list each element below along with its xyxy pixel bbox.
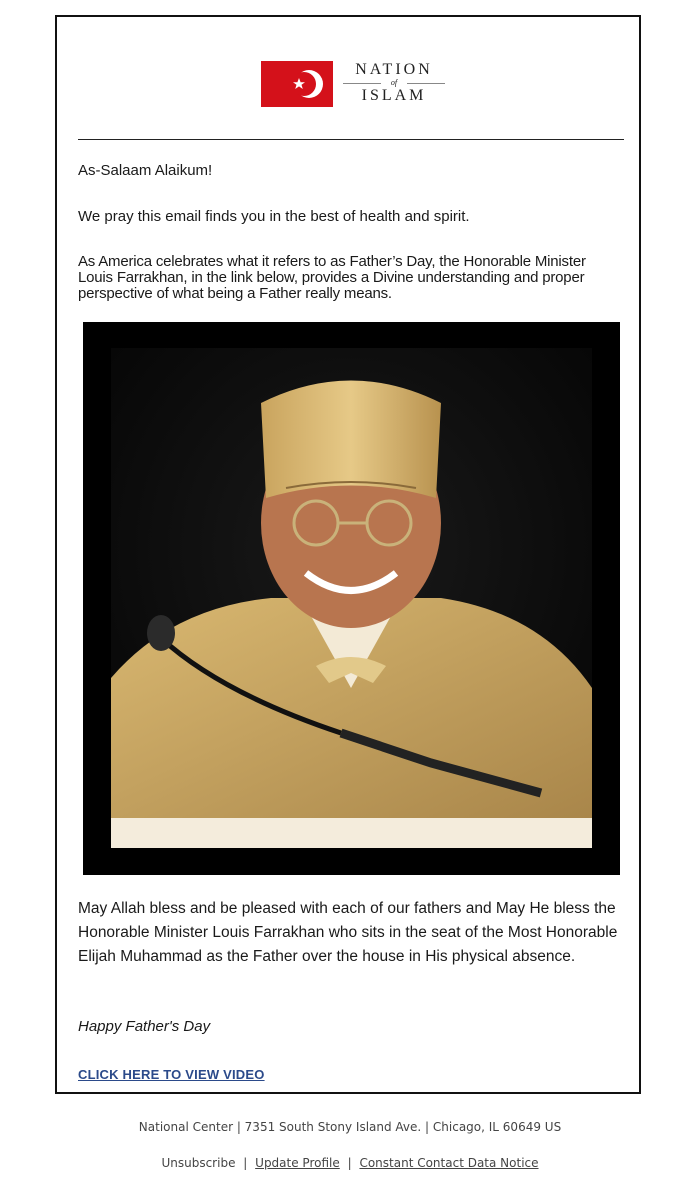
closing-text: Happy Father's Day xyxy=(78,1018,211,1035)
update-profile-link[interactable]: Update Profile xyxy=(255,1156,340,1170)
prayer-text: We pray this email finds you in the best of health and spirit. xyxy=(78,208,470,225)
logo-wordmark xyxy=(343,59,445,105)
view-video-link[interactable]: CLICK HERE TO VIEW VIDEO xyxy=(78,1067,265,1082)
featured-photo[interactable] xyxy=(83,322,620,875)
footer-address: National Center | 7351 South Stony Island Ave. | Chicago, IL 60649 US xyxy=(138,1120,562,1134)
footer-separator: | xyxy=(243,1156,248,1170)
star-crescent-flag-icon xyxy=(261,61,333,107)
data-notice-link[interactable]: Constant Contact Data Notice xyxy=(359,1156,539,1170)
footer-links xyxy=(0,1156,700,1170)
nation-of-islam-logo[interactable] xyxy=(261,59,451,109)
greeting-text: As-Salaam Alaikum! xyxy=(78,162,213,179)
email-card xyxy=(55,15,641,1094)
header-divider xyxy=(78,139,624,140)
blessing-paragraph: May Allah bless and be pleased with each of our fathers and May He bless the Honorable Minister Louis Farrakhan who sits in the seat of the Most Honorable Elijah Muhammad as the Father over the house in His physical absence. xyxy=(78,900,618,965)
intro-paragraph: As America celebrates what it refers to as Father’s Day, the Honorable Minister Louis Farrakhan, in the link below, provides a Divine understanding and proper perspective of what being a Father really means. xyxy=(78,253,586,302)
logo-line-islam: ISLAM xyxy=(361,87,427,104)
logo-line-of: of xyxy=(343,79,445,87)
logo-line-nation: NATION xyxy=(355,61,433,78)
footer-separator: | xyxy=(347,1156,352,1170)
photo-image xyxy=(111,348,592,848)
unsubscribe-link[interactable]: Unsubscribe xyxy=(161,1156,236,1170)
